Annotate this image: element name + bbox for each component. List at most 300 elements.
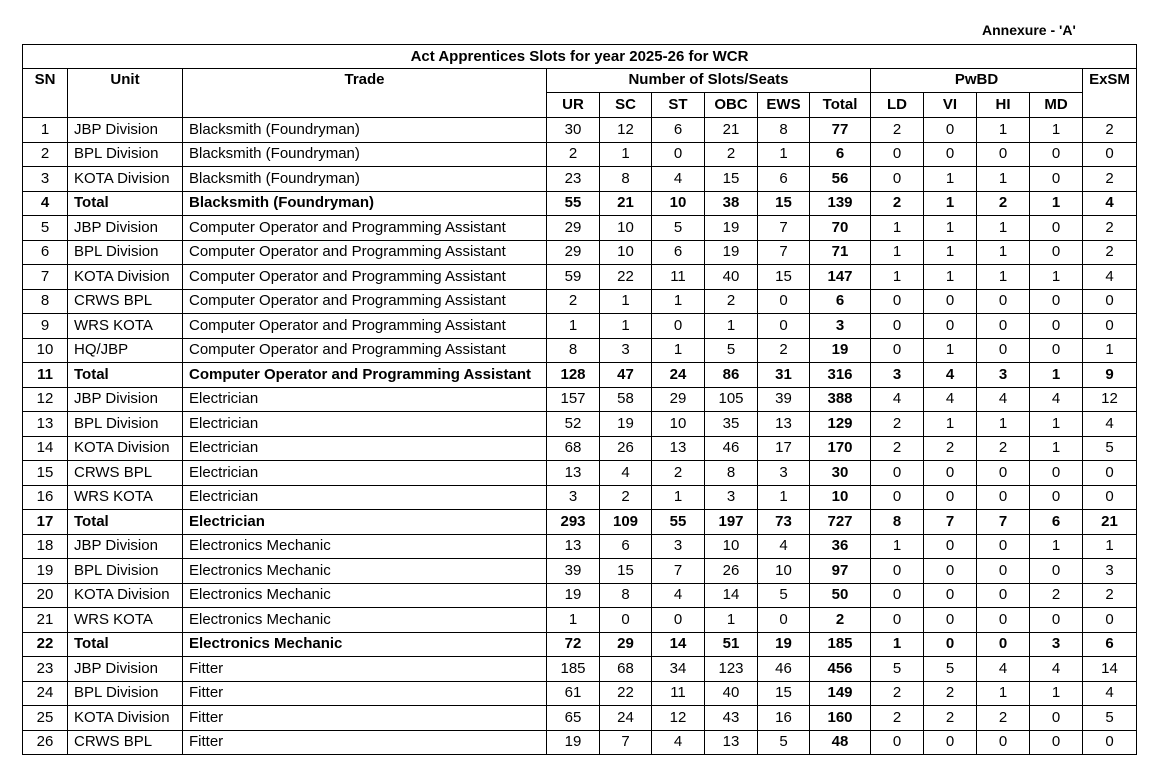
cell-hi: 7 (977, 510, 1030, 535)
cell-sn: 12 (23, 387, 68, 412)
cell-sn: 22 (23, 632, 68, 657)
header-obc: OBC (705, 93, 758, 118)
cell-exsm: 12 (1083, 387, 1137, 412)
cell-unit: JBP Division (68, 216, 183, 241)
cell-total: 48 (810, 730, 871, 755)
cell-ld: 2 (871, 681, 924, 706)
cell-ld: 4 (871, 387, 924, 412)
cell-unit: KOTA Division (68, 167, 183, 192)
table-total-row (23, 510, 1137, 535)
cell-sn: 5 (23, 216, 68, 241)
cell-sn: 21 (23, 608, 68, 633)
cell-sn: 25 (23, 706, 68, 731)
cell-total: 2 (810, 608, 871, 633)
cell-obc: 197 (705, 510, 758, 535)
cell-total: 6 (810, 289, 871, 314)
cell-hi: 0 (977, 608, 1030, 633)
cell-sc: 26 (600, 436, 652, 461)
cell-ews: 15 (758, 681, 810, 706)
header-vi: VI (924, 93, 977, 118)
cell-st: 5 (652, 216, 705, 241)
cell-ews: 0 (758, 289, 810, 314)
cell-sc: 10 (600, 240, 652, 265)
header-ews: EWS (758, 93, 810, 118)
cell-ur: 68 (547, 436, 600, 461)
cell-unit: HQ/JBP (68, 338, 183, 363)
cell-ews: 15 (758, 265, 810, 290)
cell-sn: 26 (23, 730, 68, 755)
cell-st: 4 (652, 730, 705, 755)
annexure-label: Annexure - 'A' (982, 22, 1076, 38)
cell-vi: 7 (924, 510, 977, 535)
cell-sn: 4 (23, 191, 68, 216)
cell-trade: Computer Operator and Programming Assistant (183, 289, 547, 314)
cell-ews: 0 (758, 314, 810, 339)
cell-unit: WRS KOTA (68, 608, 183, 633)
header-md: MD (1030, 93, 1083, 118)
cell-sn: 8 (23, 289, 68, 314)
cell-st: 10 (652, 191, 705, 216)
cell-hi: 1 (977, 167, 1030, 192)
cell-st: 12 (652, 706, 705, 731)
cell-st: 11 (652, 681, 705, 706)
cell-trade: Fitter (183, 730, 547, 755)
cell-unit: CRWS BPL (68, 289, 183, 314)
cell-obc: 38 (705, 191, 758, 216)
table-row (23, 534, 1137, 559)
cell-exsm: 0 (1083, 730, 1137, 755)
cell-sc: 2 (600, 485, 652, 510)
cell-ur: 19 (547, 730, 600, 755)
cell-trade: Electronics Mechanic (183, 632, 547, 657)
cell-md: 1 (1030, 412, 1083, 437)
header-hi: HI (977, 93, 1030, 118)
cell-total: 36 (810, 534, 871, 559)
cell-st: 7 (652, 559, 705, 584)
cell-unit: Total (68, 632, 183, 657)
cell-ur: 29 (547, 216, 600, 241)
cell-ews: 1 (758, 485, 810, 510)
cell-sc: 10 (600, 216, 652, 241)
cell-vi: 0 (924, 314, 977, 339)
apprentice-slots-table (22, 44, 1137, 755)
cell-obc: 35 (705, 412, 758, 437)
cell-sc: 29 (600, 632, 652, 657)
cell-unit: WRS KOTA (68, 314, 183, 339)
cell-total: 19 (810, 338, 871, 363)
header-trade: Trade (183, 69, 547, 118)
cell-trade: Computer Operator and Programming Assistant (183, 338, 547, 363)
cell-total: 147 (810, 265, 871, 290)
cell-st: 0 (652, 142, 705, 167)
table-row (23, 559, 1137, 584)
cell-vi: 1 (924, 240, 977, 265)
cell-sc: 21 (600, 191, 652, 216)
table-row (23, 265, 1137, 290)
cell-exsm: 4 (1083, 265, 1137, 290)
cell-sc: 6 (600, 534, 652, 559)
cell-sn: 2 (23, 142, 68, 167)
cell-ews: 0 (758, 608, 810, 633)
cell-exsm: 2 (1083, 118, 1137, 143)
cell-ur: 2 (547, 142, 600, 167)
cell-total: 160 (810, 706, 871, 731)
cell-ur: 128 (547, 363, 600, 388)
cell-ur: 13 (547, 461, 600, 486)
cell-ld: 5 (871, 657, 924, 682)
cell-unit: KOTA Division (68, 706, 183, 731)
cell-ld: 0 (871, 289, 924, 314)
cell-ur: 29 (547, 240, 600, 265)
cell-vi: 1 (924, 191, 977, 216)
cell-obc: 86 (705, 363, 758, 388)
cell-hi: 1 (977, 240, 1030, 265)
cell-md: 4 (1030, 387, 1083, 412)
header-st: ST (652, 93, 705, 118)
cell-vi: 0 (924, 142, 977, 167)
cell-ur: 65 (547, 706, 600, 731)
cell-trade: Electrician (183, 412, 547, 437)
cell-exsm: 0 (1083, 461, 1137, 486)
cell-ews: 46 (758, 657, 810, 682)
cell-exsm: 2 (1083, 240, 1137, 265)
cell-unit: WRS KOTA (68, 485, 183, 510)
cell-trade: Blacksmith (Foundryman) (183, 118, 547, 143)
cell-hi: 0 (977, 485, 1030, 510)
cell-vi: 4 (924, 387, 977, 412)
cell-md: 1 (1030, 436, 1083, 461)
table-row (23, 314, 1137, 339)
cell-st: 14 (652, 632, 705, 657)
cell-st: 0 (652, 608, 705, 633)
cell-ld: 0 (871, 338, 924, 363)
cell-trade: Electrician (183, 436, 547, 461)
cell-total: 77 (810, 118, 871, 143)
cell-ld: 0 (871, 485, 924, 510)
cell-obc: 19 (705, 216, 758, 241)
table-row (23, 657, 1137, 682)
cell-unit: BPL Division (68, 240, 183, 265)
cell-obc: 2 (705, 289, 758, 314)
cell-ews: 39 (758, 387, 810, 412)
table-row (23, 387, 1137, 412)
cell-vi: 0 (924, 118, 977, 143)
cell-vi: 0 (924, 559, 977, 584)
cell-md: 1 (1030, 118, 1083, 143)
cell-sn: 13 (23, 412, 68, 437)
cell-ur: 61 (547, 681, 600, 706)
cell-trade: Electronics Mechanic (183, 608, 547, 633)
cell-ld: 1 (871, 632, 924, 657)
cell-total: 71 (810, 240, 871, 265)
cell-md: 6 (1030, 510, 1083, 535)
cell-st: 6 (652, 118, 705, 143)
cell-unit: CRWS BPL (68, 461, 183, 486)
table-row (23, 436, 1137, 461)
cell-obc: 3 (705, 485, 758, 510)
cell-sc: 7 (600, 730, 652, 755)
cell-exsm: 4 (1083, 412, 1137, 437)
cell-ews: 5 (758, 730, 810, 755)
cell-ews: 7 (758, 240, 810, 265)
cell-hi: 0 (977, 142, 1030, 167)
cell-hi: 2 (977, 706, 1030, 731)
cell-ews: 17 (758, 436, 810, 461)
cell-total: 30 (810, 461, 871, 486)
cell-sc: 8 (600, 583, 652, 608)
cell-obc: 51 (705, 632, 758, 657)
cell-st: 6 (652, 240, 705, 265)
cell-ews: 10 (758, 559, 810, 584)
cell-total: 139 (810, 191, 871, 216)
cell-ews: 73 (758, 510, 810, 535)
cell-md: 0 (1030, 240, 1083, 265)
table-row (23, 706, 1137, 731)
cell-unit: Total (68, 510, 183, 535)
cell-vi: 1 (924, 216, 977, 241)
cell-vi: 0 (924, 461, 977, 486)
cell-ews: 3 (758, 461, 810, 486)
cell-sc: 22 (600, 265, 652, 290)
cell-ur: 293 (547, 510, 600, 535)
cell-obc: 43 (705, 706, 758, 731)
cell-trade: Electronics Mechanic (183, 534, 547, 559)
cell-ews: 31 (758, 363, 810, 388)
cell-sc: 24 (600, 706, 652, 731)
cell-vi: 1 (924, 338, 977, 363)
cell-ews: 5 (758, 583, 810, 608)
cell-sn: 18 (23, 534, 68, 559)
cell-ur: 2 (547, 289, 600, 314)
cell-exsm: 6 (1083, 632, 1137, 657)
header-sc: SC (600, 93, 652, 118)
cell-ld: 1 (871, 240, 924, 265)
cell-obc: 13 (705, 730, 758, 755)
table-row (23, 730, 1137, 755)
cell-obc: 26 (705, 559, 758, 584)
cell-trade: Blacksmith (Foundryman) (183, 142, 547, 167)
cell-trade: Blacksmith (Foundryman) (183, 191, 547, 216)
cell-hi: 0 (977, 534, 1030, 559)
table-row (23, 583, 1137, 608)
table-row (23, 167, 1137, 192)
table-row (23, 461, 1137, 486)
cell-sn: 11 (23, 363, 68, 388)
cell-obc: 1 (705, 608, 758, 633)
cell-exsm: 0 (1083, 314, 1137, 339)
cell-ld: 0 (871, 559, 924, 584)
cell-sc: 15 (600, 559, 652, 584)
cell-vi: 0 (924, 485, 977, 510)
cell-unit: KOTA Division (68, 583, 183, 608)
cell-ld: 0 (871, 730, 924, 755)
cell-st: 2 (652, 461, 705, 486)
cell-trade: Electronics Mechanic (183, 583, 547, 608)
cell-exsm: 4 (1083, 191, 1137, 216)
cell-md: 0 (1030, 461, 1083, 486)
cell-total: 316 (810, 363, 871, 388)
cell-md: 1 (1030, 191, 1083, 216)
cell-exsm: 5 (1083, 436, 1137, 461)
cell-ld: 0 (871, 142, 924, 167)
cell-vi: 0 (924, 608, 977, 633)
cell-md: 2 (1030, 583, 1083, 608)
cell-unit: BPL Division (68, 559, 183, 584)
cell-exsm: 2 (1083, 583, 1137, 608)
cell-ur: 55 (547, 191, 600, 216)
cell-obc: 19 (705, 240, 758, 265)
cell-exsm: 2 (1083, 216, 1137, 241)
cell-obc: 2 (705, 142, 758, 167)
table-row (23, 240, 1137, 265)
cell-exsm: 0 (1083, 485, 1137, 510)
cell-st: 4 (652, 167, 705, 192)
cell-vi: 1 (924, 167, 977, 192)
cell-total: 3 (810, 314, 871, 339)
cell-sn: 6 (23, 240, 68, 265)
cell-exsm: 3 (1083, 559, 1137, 584)
cell-unit: JBP Division (68, 118, 183, 143)
cell-trade: Electronics Mechanic (183, 559, 547, 584)
cell-hi: 0 (977, 559, 1030, 584)
cell-md: 3 (1030, 632, 1083, 657)
cell-vi: 5 (924, 657, 977, 682)
cell-total: 149 (810, 681, 871, 706)
cell-unit: JBP Division (68, 387, 183, 412)
cell-st: 3 (652, 534, 705, 559)
cell-st: 13 (652, 436, 705, 461)
cell-obc: 105 (705, 387, 758, 412)
cell-md: 0 (1030, 485, 1083, 510)
cell-sn: 15 (23, 461, 68, 486)
cell-unit: BPL Division (68, 681, 183, 706)
cell-sc: 1 (600, 314, 652, 339)
cell-ews: 1 (758, 142, 810, 167)
cell-trade: Fitter (183, 681, 547, 706)
cell-unit: JBP Division (68, 657, 183, 682)
cell-total: 70 (810, 216, 871, 241)
cell-md: 0 (1030, 559, 1083, 584)
cell-ur: 59 (547, 265, 600, 290)
cell-ld: 2 (871, 706, 924, 731)
cell-sc: 4 (600, 461, 652, 486)
cell-ews: 7 (758, 216, 810, 241)
cell-st: 29 (652, 387, 705, 412)
cell-hi: 2 (977, 191, 1030, 216)
cell-md: 0 (1030, 730, 1083, 755)
cell-ld: 2 (871, 118, 924, 143)
cell-exsm: 0 (1083, 142, 1137, 167)
cell-sn: 9 (23, 314, 68, 339)
cell-st: 1 (652, 289, 705, 314)
cell-md: 0 (1030, 142, 1083, 167)
cell-hi: 0 (977, 461, 1030, 486)
cell-ur: 39 (547, 559, 600, 584)
cell-obc: 21 (705, 118, 758, 143)
cell-hi: 4 (977, 657, 1030, 682)
cell-ews: 15 (758, 191, 810, 216)
cell-sc: 0 (600, 608, 652, 633)
cell-ur: 185 (547, 657, 600, 682)
cell-md: 0 (1030, 216, 1083, 241)
cell-sc: 58 (600, 387, 652, 412)
header-unit: Unit (68, 69, 183, 118)
table-row (23, 142, 1137, 167)
cell-ur: 1 (547, 608, 600, 633)
cell-sc: 12 (600, 118, 652, 143)
cell-total: 170 (810, 436, 871, 461)
cell-unit: KOTA Division (68, 265, 183, 290)
cell-sn: 1 (23, 118, 68, 143)
cell-md: 4 (1030, 657, 1083, 682)
cell-obc: 8 (705, 461, 758, 486)
cell-total: 129 (810, 412, 871, 437)
cell-st: 24 (652, 363, 705, 388)
header-exsm: ExSM (1083, 69, 1137, 118)
cell-ld: 0 (871, 167, 924, 192)
cell-sc: 22 (600, 681, 652, 706)
cell-sc: 1 (600, 142, 652, 167)
cell-hi: 0 (977, 583, 1030, 608)
cell-st: 11 (652, 265, 705, 290)
cell-total: 50 (810, 583, 871, 608)
cell-total: 6 (810, 142, 871, 167)
cell-exsm: 14 (1083, 657, 1137, 682)
cell-trade: Computer Operator and Programming Assistant (183, 216, 547, 241)
header-ld: LD (871, 93, 924, 118)
cell-vi: 1 (924, 412, 977, 437)
cell-st: 34 (652, 657, 705, 682)
cell-sn: 16 (23, 485, 68, 510)
cell-hi: 1 (977, 265, 1030, 290)
cell-trade: Blacksmith (Foundryman) (183, 167, 547, 192)
cell-sn: 23 (23, 657, 68, 682)
cell-ews: 2 (758, 338, 810, 363)
cell-ld: 2 (871, 412, 924, 437)
cell-unit: KOTA Division (68, 436, 183, 461)
cell-vi: 2 (924, 681, 977, 706)
header-sn: SN (23, 69, 68, 118)
table-row (23, 485, 1137, 510)
cell-exsm: 2 (1083, 167, 1137, 192)
cell-md: 1 (1030, 681, 1083, 706)
cell-ld: 8 (871, 510, 924, 535)
cell-md: 1 (1030, 265, 1083, 290)
cell-sn: 7 (23, 265, 68, 290)
cell-vi: 4 (924, 363, 977, 388)
cell-md: 0 (1030, 167, 1083, 192)
cell-obc: 5 (705, 338, 758, 363)
cell-unit: BPL Division (68, 412, 183, 437)
cell-ews: 4 (758, 534, 810, 559)
cell-hi: 1 (977, 216, 1030, 241)
cell-md: 0 (1030, 338, 1083, 363)
cell-vi: 0 (924, 583, 977, 608)
table-row (23, 608, 1137, 633)
cell-obc: 1 (705, 314, 758, 339)
cell-exsm: 21 (1083, 510, 1137, 535)
header-pwbd-group: PwBD (871, 69, 1083, 93)
cell-sn: 19 (23, 559, 68, 584)
cell-unit: Total (68, 363, 183, 388)
cell-st: 55 (652, 510, 705, 535)
cell-trade: Electrician (183, 510, 547, 535)
table-row (23, 338, 1137, 363)
cell-hi: 3 (977, 363, 1030, 388)
cell-trade: Computer Operator and Programming Assistant (183, 265, 547, 290)
table-row (23, 681, 1137, 706)
cell-hi: 0 (977, 730, 1030, 755)
